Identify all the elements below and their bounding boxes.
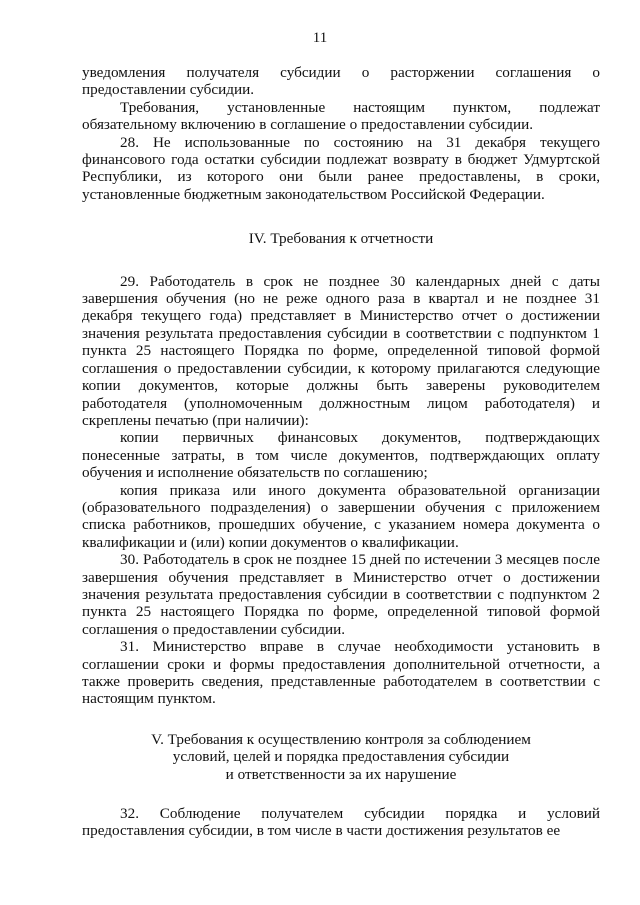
paragraph-item-32: 32. Соблюдение получателем субсидии порядка и условий предоставления субсидии, в том числе в части достижения результатов ее: [82, 805, 600, 840]
document-body: [82, 64, 600, 840]
paragraph-item-29: 29. Работодатель в срок не позднее 30 календарных дней с даты завершения обучения (но не реже одного раза в квартал и не позднее 31 декабря текущего года) представляет в Министерство отчет о достижении значения результата предоставления субсидии в соответствии с подпунктом 1 пункта 25 настоящего Порядка по форме, определенной типовой формой соглашения о предоставлении субсидии, к которому прилагаются следующие копии документов, которые должны быть заверены руководителем работодателя (уполномоченным должностным лицом работодателя) и скреплены печатью (при наличии):: [82, 272, 600, 429]
section-heading-line: условий, целей и порядка предоставления субсидии: [172, 748, 510, 766]
page-number: 11: [312, 30, 328, 46]
section-heading-line: V. Требования к осуществлению контроля за соблюдением: [151, 730, 531, 748]
paragraph-item-28: 28. Не использованные по состоянию на 31 декабря текущего финансового года остатки субсидии подлежат возврату в бюджет Удмуртской Республики, из которого они были ранее предоставлены, в сроки, установленные бюджетным законодательством Российской Федерации.: [82, 133, 600, 203]
paragraph-item-31: 31. Министерство вправе в случае необходимости установить в соглашении сроки и формы предоставления дополнительной отчетности, а также проверить сведения, представленные работодателем в соответствии с настоящим пунктом.: [82, 638, 600, 708]
paragraph-list-item: копия приказа или иного документа образовательной организации (образовательного подразделения) о завершении обучения с приложением списка работников, прошедших обучение, с указанием номера документа о квалификации и (или) копии документов о квалификации.: [82, 481, 600, 551]
paragraph-item-30: 30. Работодатель в срок не позднее 15 дней по истечении 3 месяцев после завершения обучения представляет в Министерство отчет о достижении значения результата предоставления субсидии в соответствии с подпунктом 2 пункта 25 настоящего Порядка по форме, определенной типовой формой соглашения о предоставлении субсидии.: [82, 551, 600, 638]
paragraph: Требования, установленные настоящим пунктом, подлежат обязательному включению в соглашение о предоставлении субсидии.: [82, 98, 600, 134]
section-heading-v: [82, 731, 600, 783]
paragraph-list-item: копии первичных финансовых документов, подтверждающих понесенные затраты, в том числе документов, подтверждающих оплату обучения и исполнение обязательств по соглашению;: [82, 429, 600, 482]
section-heading-iv: IV. Требования к отчетности: [248, 230, 434, 248]
paragraph: уведомления получателя субсидии о расторжении соглашения о предоставлении субсидии.: [82, 64, 600, 99]
section-heading-line: и ответственности за их нарушение: [225, 765, 457, 783]
